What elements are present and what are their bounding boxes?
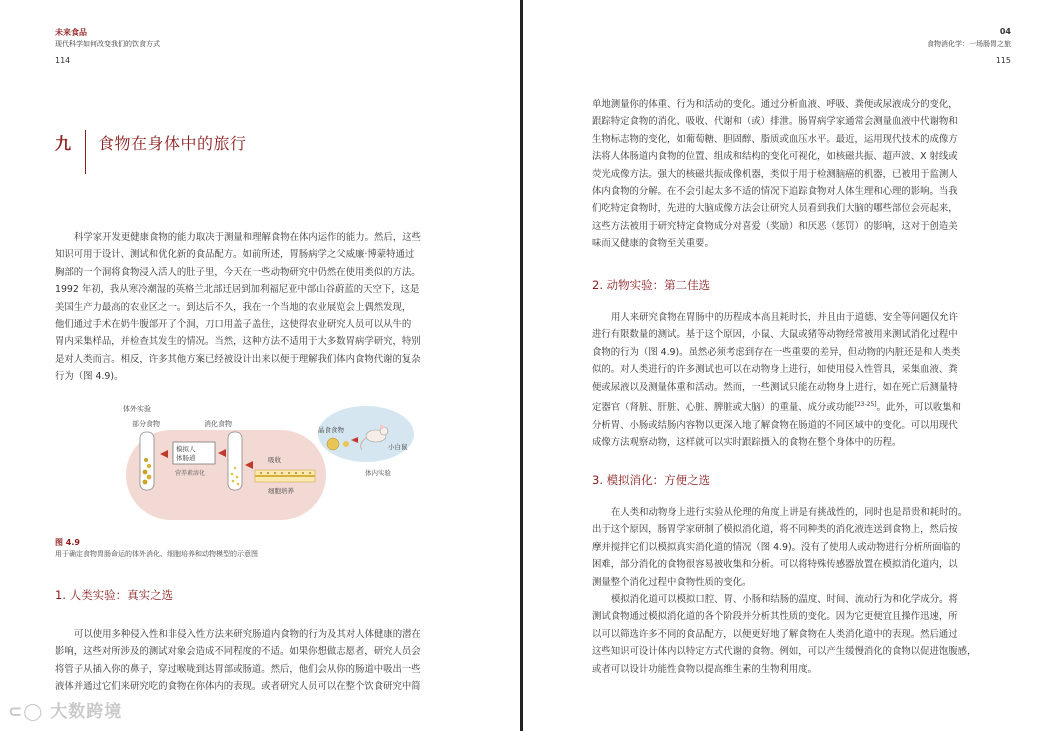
text-line: 单地测量你的体重、行为和活动的变化。通过分析血液、呼吸、粪便或尿液成分的变化， (592, 99, 958, 110)
continued-paragraph (592, 96, 990, 253)
text-line: 知识可用于设计、测试和优化新的食品配方。如前所述，胃肠病学之父威廉·博蒙特通过 (55, 249, 415, 261)
left-page (0, 0, 521, 731)
simulated-gi-label-1: 模拟人 (176, 445, 196, 453)
text-line: 定器官（肾脏、肝脏、心脏、脾脏或大脑）的重量、成分或功能[23-25]。此外，可以收集和 (592, 401, 962, 414)
text-line: 出于这个原因，肠胃学家研制了模拟消化道，将不同种类的消化液连送到食物上，然后按 (592, 524, 958, 536)
nutrient-release-label: 营养素溶化 (175, 470, 206, 477)
section-3-heading: 3. 模拟消化：方便之选 (592, 473, 711, 487)
text-line: 们吃特定食物时，先进的大脑成像方法会让研究人员看到我们大脑的哪些部位会亮起来， (592, 203, 958, 215)
text-line: 影响，这些对所涉及的测试对象会造成不同程度的不适。如果你想做志愿者，研究人员会 (55, 646, 421, 658)
text-line: 生物标志物的变化，如葡萄糖、胆固醇、脂质或血压水平。最近，运用现代技术的成像方 (592, 133, 958, 145)
text-line: 测试食物通过模拟消化道的各个阶段并分析其性质的变化。因为它更便宜且操作迅速，所 (592, 611, 958, 623)
meal-label: 晶食食物 (318, 426, 344, 434)
text-line: 胃内采集样品，并检查其发生的情况。当然，这种方法不适用于大多数胃病学研究，特别 (55, 336, 421, 348)
text-line: 便或尿液以及测量体重和活动。然而，一些测试只能在动物身上进行，如在死亡后测量特 (592, 381, 958, 393)
food-pellet-icon (343, 441, 349, 447)
text-line: 进行有限数量的测试。基于这个原因，小鼠、大鼠或猪等动物经常被用来测试消化过程中 (592, 329, 958, 341)
chapter-title: 食物在身体中的旅行 (98, 134, 247, 153)
right-page (523, 0, 1044, 731)
chapter-number-header: 04 (999, 27, 1011, 36)
text-line: 摩并搅拌它们以模拟真实消化道的情况（图 4.9)。没有了使用人或动物进行分析所面临的 (592, 541, 961, 553)
figure-caption: 用于确定食物胃肠命运的体外消化、细胞培养和动物模型的示意图 (55, 550, 258, 558)
text-line: 测量整个消化过程中食物性质的变化。 (592, 576, 752, 588)
page-number-right: 115 (995, 56, 1011, 65)
text-line: 美国生产力最高的农业区之一。到达后不久，我在一个当地的农业展览会上偶然发现， (55, 301, 412, 313)
section-2-paragraph (592, 309, 990, 451)
text-line: 跟踪特定食物的消化、吸收、代谢和（或）排泄。肠胃病学家通常会测量血液中代谢物和 (592, 116, 958, 128)
text-line: 成像方法观察动物，这样就可以实时跟踪摄入的食物在整个身体中的历程。 (592, 436, 902, 448)
text-line: 行为（图 4.9)。 (55, 371, 124, 383)
running-title: 食物消化学：一场肠胃之旅 (927, 40, 1011, 48)
chapter-heading (55, 130, 247, 174)
page-number-left: 114 (55, 56, 71, 65)
mouse-label: 小白鼠 (388, 443, 408, 451)
chewed-food-tube (140, 432, 154, 490)
section-2-heading: 2. 动物实验：第二佳选 (592, 278, 711, 292)
text-line: 似的。对人类进行的许多测试也可以在动物身上进行，如使用侵入性管具，采集血液、粪 (592, 364, 958, 376)
text-line: 这些知识可设计体内以特定方式代谢的食物。例如，可以产生缓慢消化的食物以促进饱腹感， (592, 646, 977, 658)
citation: [23-25] (854, 401, 877, 409)
digested-food-tube (228, 432, 242, 490)
text-line: 在人类和动物身上进行实验从伦理的角度上讲是有挑战性的，同时也是昂贵和耗时的。 (611, 507, 968, 518)
chapter-divider (85, 130, 86, 174)
text-line: 他们通过手术在奶牛腹部开了个洞，刀口用盖子盖住，这使得农业研究人员可以从牛的 (55, 319, 412, 331)
section-3-paragraph-a (592, 504, 990, 591)
watermark-logo-icon: ⊂◯ (8, 702, 44, 722)
in-vivo-label: 体内实验 (365, 469, 391, 477)
figure-4-9-diagram (118, 402, 418, 527)
simulated-gi-label-2: 体肠道 (176, 454, 196, 462)
cell-culture-layer (255, 470, 315, 482)
text-line: 用人来研究食物在胃肠中的历程成本高且耗时长，并且由于道德、安全等问题仅允许 (611, 312, 958, 323)
in-vitro-label: 体外实验 (123, 405, 151, 413)
chewed-food-label: 部分食物 (132, 420, 160, 428)
section-3-paragraph-b (592, 591, 990, 678)
text-line: 液体并通过它们来研究吃的食物在你体内的表现。或者研究人员可以在整个饮食研究中简 (55, 681, 421, 693)
text-line: 这些方法被用于研究特定食物成分对喜爱（奖励）和厌恶（惩罚）的影响，这对于创造美 (592, 220, 958, 232)
text-line: 胸部的一个洞将食物浸入活人的肚子里，今天在一些动物研究中仍然在使用类似的方法。 (55, 266, 421, 278)
text-line: 1992 年初，我从寒冷潮湿的英格兰北部迁居到加利福尼亚中部山谷蔚蓝的天空下，这是 (55, 284, 420, 296)
in-vivo-bubble (318, 406, 414, 462)
watermark (8, 697, 122, 722)
arrow-icon (162, 453, 168, 455)
text-line: 可以使用多种侵入性和非侵入性方法来研究肠道内食物的行为及其对人体健康的潜在 (74, 629, 421, 640)
text-line: 以可以筛选许多不同的食品配方，以便更好地了解食物在人类消化道中的表现。然后通过 (592, 628, 958, 640)
text-line: 模拟消化道可以模拟口腔、胃、小肠和结肠的温度、时间、流动行为和化学成分。将 (611, 594, 958, 605)
text-line: 荧光成像方法。强大的核磁共振成像机器，类似于用于检测脑癌的机器，已被用于监测人 (592, 168, 958, 180)
text-line: 科学家开发更健康食物的能力取决于测量和理解食物在体内运作的能力。然后，这些 (74, 232, 421, 243)
digested-food-label: 消化食物 (204, 420, 232, 428)
text-line: 将管子从插入你的鼻子，穿过喉咙到达胃部或肠道。然后，他们会从你的肠道中吸出一些 (55, 663, 421, 675)
text-line: 食物的行为（图 4.9)。虽然必须考虑到存在一些重要的差异，但动物的内脏还是和人类类 (592, 346, 961, 358)
figure-number: 图 4.9 (55, 538, 80, 547)
section-1-heading: 1. 人类实验：真实之选 (55, 588, 174, 602)
text-line: 困难，部分消化的食物很容易被收集和分析。可以将特殊传感器放置在模拟消化道内，以 (592, 559, 958, 571)
text-line: 或者可以设计功能性食物以提高维生素的生物利用度。 (592, 663, 818, 675)
book-subtitle: 现代科学如何改变我们的饮食方式 (55, 40, 160, 48)
intro-paragraph (55, 229, 453, 386)
cell-culture-label: 细胞培养 (268, 487, 294, 495)
text-line: 是对人类而言。相反，许多其他方案已经被设计出来以便于理解我们体内食物代谢的复杂 (55, 353, 421, 365)
watermark-text: 大数跨境 (50, 702, 123, 722)
book-title: 未来食品 (55, 28, 87, 37)
text-line: 分析胃、小肠或结肠内容物以更深入地了解食物在肠道的不同区域中的变化。可以用现代 (592, 419, 958, 431)
section-1-paragraph (55, 626, 453, 696)
chapter-number: 九 (55, 134, 72, 153)
text-line: 体内食物的分解。在不会引起太多不适的情况下追踪食物对人体生理和心理的影响。当我 (592, 186, 958, 198)
absorption-label: 吸收 (268, 456, 281, 464)
text-line: 味而又健康的食物至关重要。 (592, 238, 714, 250)
text-line: 法将人体肠道内食物的位置、组成和结构的变化可视化，如核磁共振、超声波、X 射线或 (592, 151, 958, 163)
food-pellet-icon (327, 438, 339, 450)
